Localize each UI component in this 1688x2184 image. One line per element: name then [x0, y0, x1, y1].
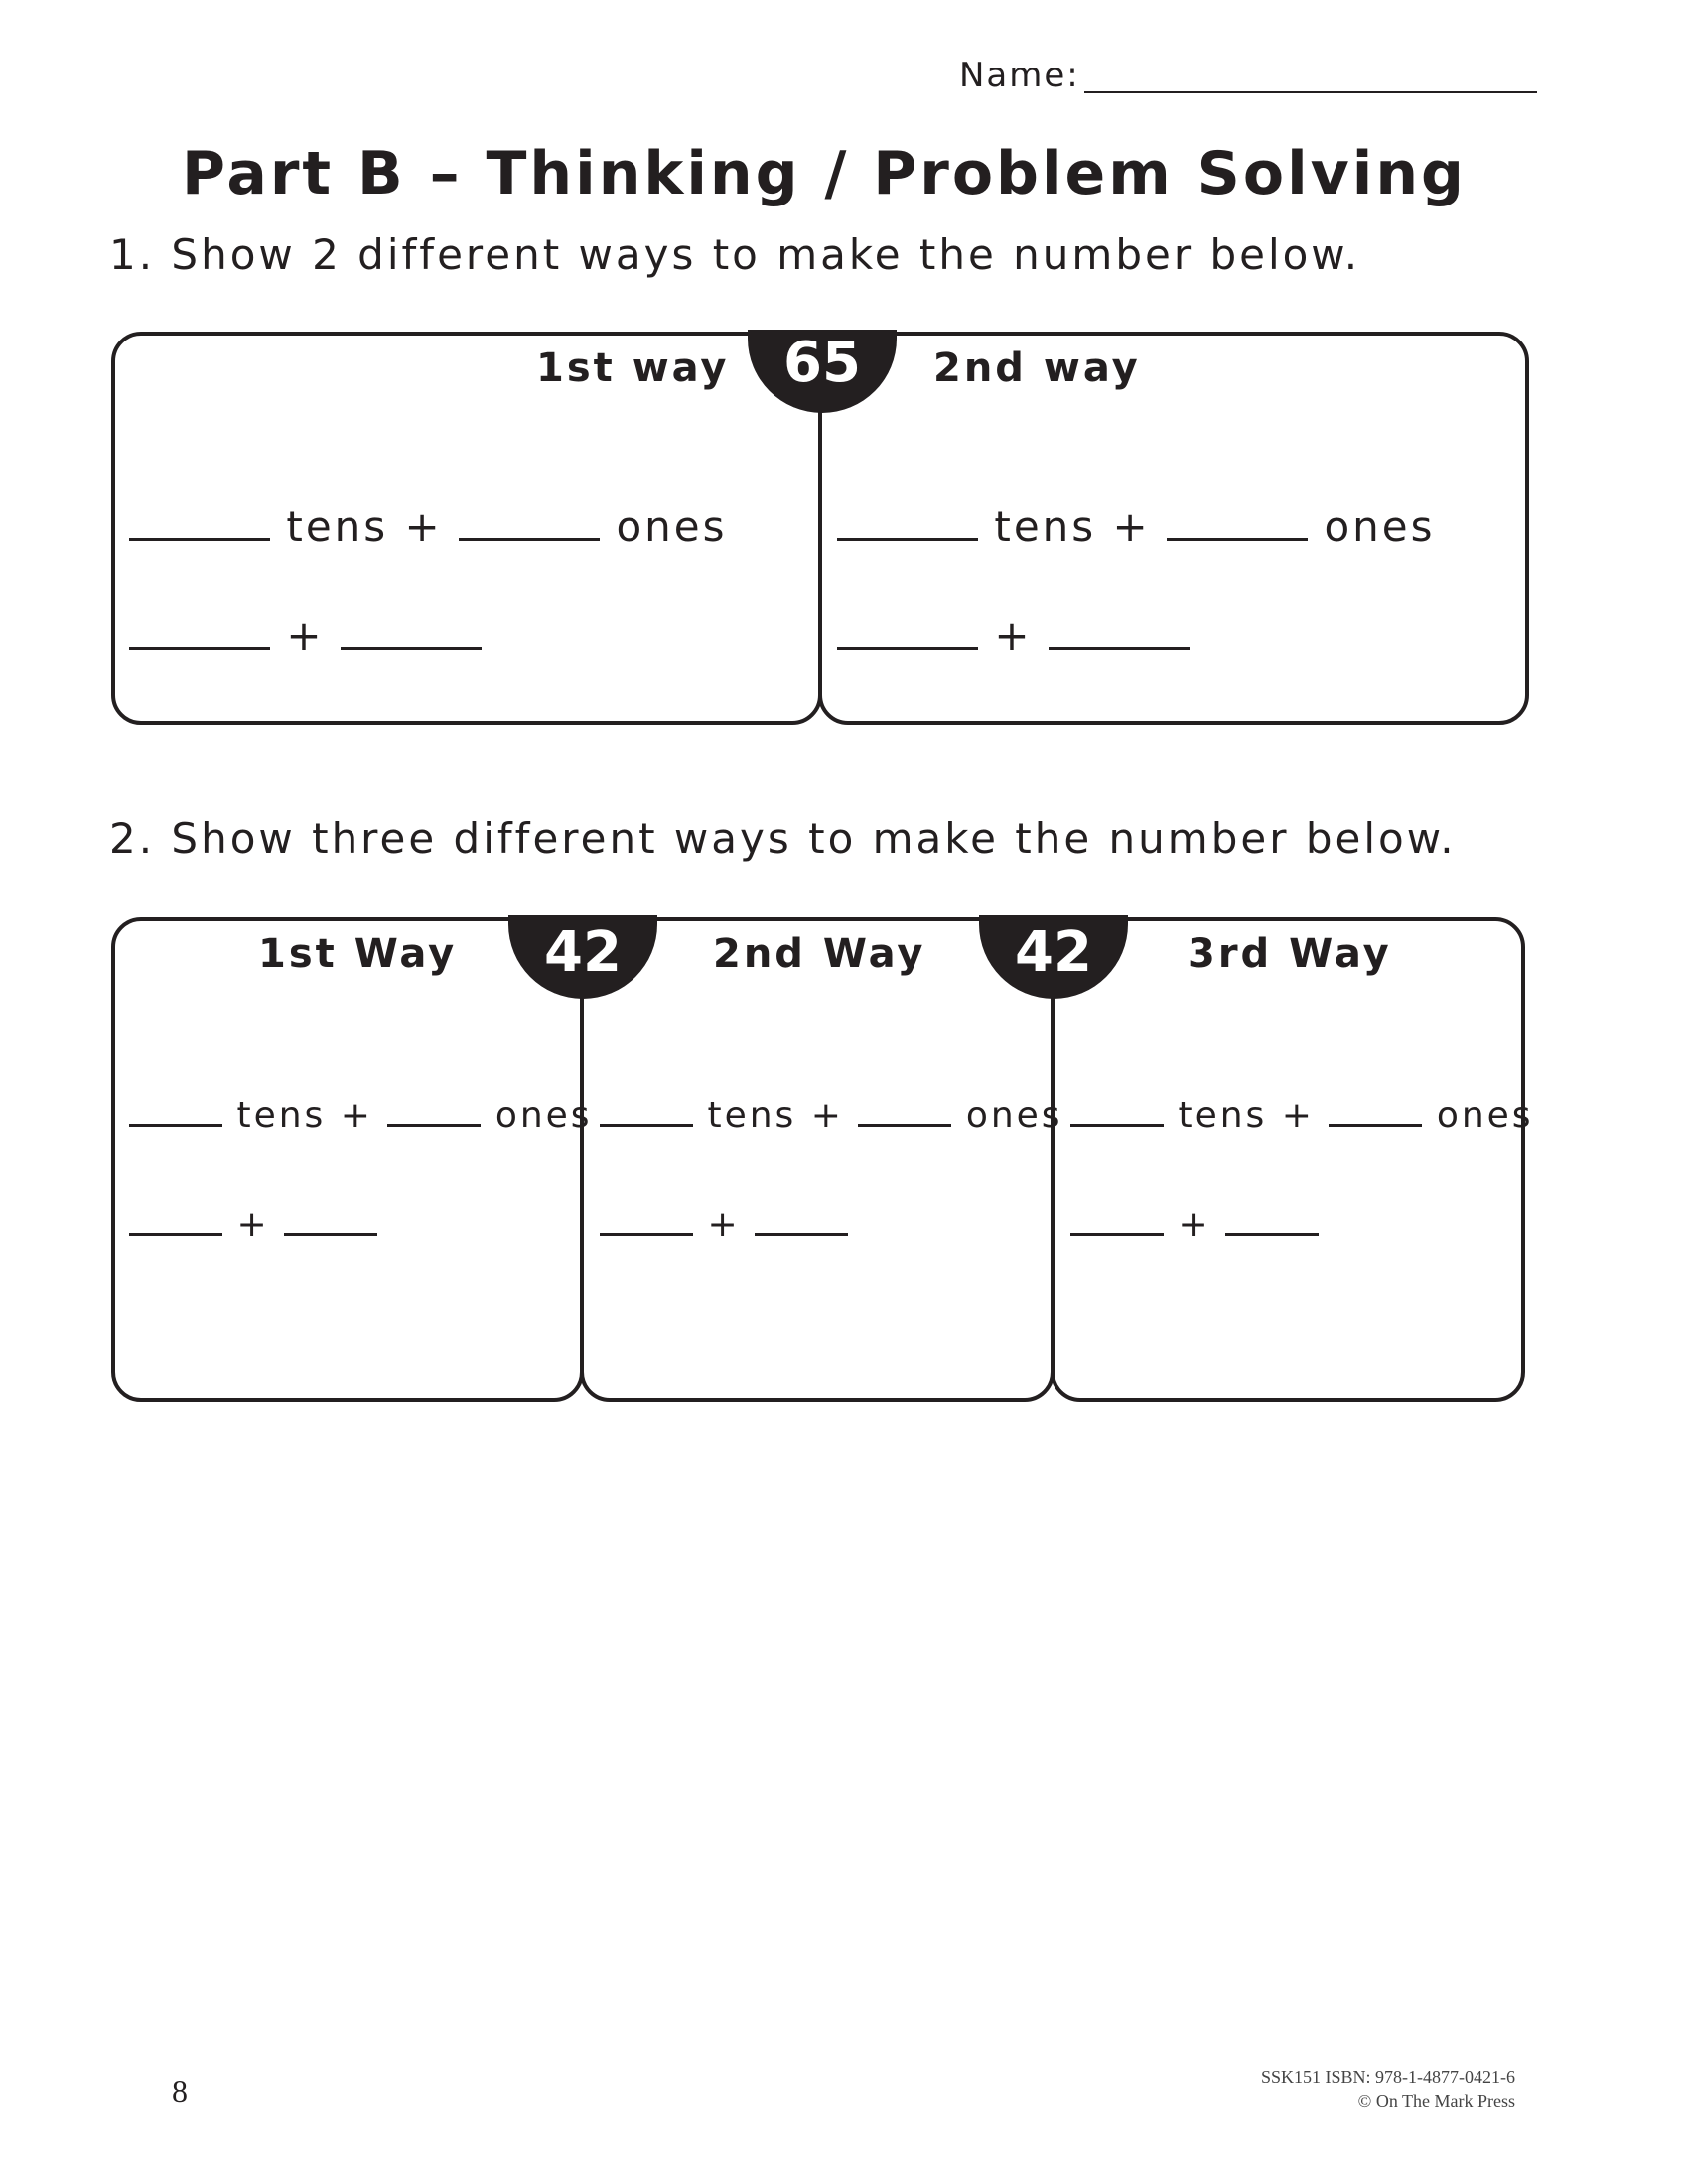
q2-way-1-ones-blank[interactable]	[387, 1088, 481, 1127]
q2-way-2-addend-2-blank[interactable]	[755, 1197, 848, 1236]
q1-way-1-tens-blank[interactable]	[129, 496, 270, 541]
q1-number: 65	[783, 331, 861, 395]
tens-word: tens +	[994, 502, 1151, 551]
tens-word: tens +	[707, 1095, 844, 1136]
q2-way-3-panel	[1051, 917, 1525, 1402]
q1-way-2-ones-blank[interactable]	[1167, 496, 1308, 541]
name-label: Name:	[959, 56, 1080, 95]
q1-way-2-sum	[837, 606, 1190, 660]
ones-word: ones	[494, 1095, 593, 1136]
q2-way-3-label: 3rd Way	[1188, 931, 1392, 977]
q2-way-3-addend-2-blank[interactable]	[1225, 1197, 1319, 1236]
q2-way-2-ones-blank[interactable]	[858, 1088, 951, 1127]
q1-way-1-addend-1-blank[interactable]	[129, 606, 270, 650]
q2-number: 42	[544, 920, 622, 985]
plus-sign: +	[707, 1204, 741, 1245]
q1-way-2-label: 2nd way	[933, 345, 1141, 391]
q2-way-3-sum	[1070, 1197, 1319, 1245]
q2-way-3-ones-blank[interactable]	[1329, 1088, 1422, 1127]
q2-way-3-tens-ones	[1070, 1088, 1534, 1136]
q1-way-1-addend-2-blank[interactable]	[341, 606, 482, 650]
q1-way-1-ones-blank[interactable]	[459, 496, 600, 541]
page-title: Part B – Thinking / Problem Solving	[181, 139, 1467, 208]
plus-sign: +	[994, 612, 1033, 660]
q2-way-2-sum	[600, 1197, 848, 1245]
q1-way-2-addend-1-blank[interactable]	[837, 606, 978, 650]
q2-way-1-tens-ones	[129, 1088, 593, 1136]
ones-word: ones	[965, 1095, 1063, 1136]
q1-way-1-tens-ones	[129, 496, 727, 551]
q1-way-1-sum	[129, 606, 482, 660]
q2-way-1-addend-2-blank[interactable]	[284, 1197, 377, 1236]
q2-way-1-panel	[111, 917, 584, 1402]
ones-word: ones	[1324, 502, 1436, 551]
tens-word: tens +	[236, 1095, 373, 1136]
page-number: 8	[172, 2073, 188, 2109]
q1-way-2-tens-blank[interactable]	[837, 496, 978, 541]
q2-way-3-addend-1-blank[interactable]	[1070, 1197, 1164, 1236]
name-field[interactable]	[1084, 91, 1537, 93]
isbn-text: SSK151 ISBN: 978-1-4877-0421-6	[1260, 2067, 1515, 2087]
question-1-prompt: 1. Show 2 different ways to make the number below.	[109, 230, 1361, 279]
tens-word: tens +	[286, 502, 443, 551]
tens-word: tens +	[1178, 1095, 1315, 1136]
plus-sign: +	[1178, 1204, 1211, 1245]
q2-way-2-addend-1-blank[interactable]	[600, 1197, 693, 1236]
ones-word: ones	[1436, 1095, 1534, 1136]
q2-way-1-sum	[129, 1197, 377, 1245]
question-2-prompt: 2. Show three different ways to make the number below.	[109, 814, 1457, 863]
q2-way-1-tens-blank[interactable]	[129, 1088, 222, 1127]
q2-way-3-tens-blank[interactable]	[1070, 1088, 1164, 1127]
q2-number: 42	[1015, 920, 1092, 985]
q1-way-1-label: 1st way	[536, 345, 730, 391]
plus-sign: +	[286, 612, 325, 660]
plus-sign: +	[236, 1204, 270, 1245]
copyright-text: © On The Mark Press	[1357, 2091, 1515, 2111]
q2-way-2-tens-ones	[600, 1088, 1063, 1136]
q2-way-2-panel	[580, 917, 1055, 1402]
ones-word: ones	[616, 502, 728, 551]
q1-way-2-addend-2-blank[interactable]	[1049, 606, 1190, 650]
publisher-info	[1261, 2065, 1515, 2113]
q2-way-2-tens-blank[interactable]	[600, 1088, 693, 1127]
q2-way-2-label: 2nd Way	[713, 931, 926, 977]
q1-way-2-tens-ones	[837, 496, 1435, 551]
q2-way-1-addend-1-blank[interactable]	[129, 1197, 222, 1236]
q2-way-1-label: 1st Way	[258, 931, 458, 977]
